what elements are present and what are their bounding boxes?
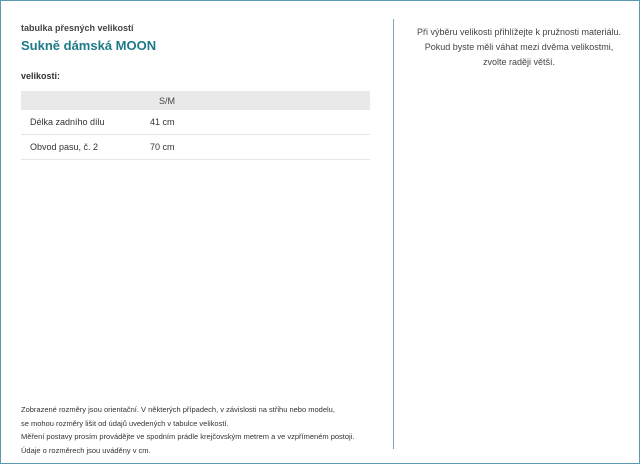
column-divider	[393, 19, 394, 449]
page-subtitle: tabulka přesných velikostí	[21, 23, 134, 33]
size-chart-header	[21, 23, 371, 81]
footer-line: Měření postavy prosím provádějte ve spodním prádle krejčovským metrem a ve vzpřímeném postoji.	[21, 432, 355, 441]
footer-line: Zobrazené rozměry jsou orientační. V některých případech, v závislosti na střihu nebo modelu,	[21, 405, 335, 414]
note-line: Při výběru velikosti přihlížejte k pružnosti materiálu.	[416, 27, 622, 37]
measure-name: Obvod pasu, č. 2	[21, 135, 150, 160]
table-row	[21, 135, 370, 160]
footer-line: se mohou rozměry lišit od údajů uvedených v tabulce velikostí.	[21, 418, 229, 428]
measure-value: 70 cm	[150, 135, 370, 160]
size-table-header-row	[21, 91, 370, 110]
footer-line: Údaje o rozměrech jsou uváděny v cm.	[21, 445, 151, 455]
measure-name: Délka zadního dílu	[21, 110, 150, 135]
disclaimer-footer	[21, 403, 381, 457]
size-table-header-size: S/M	[150, 91, 370, 110]
note-line: Pokud byste měli váhat mezi dvěma velikostmi,	[424, 42, 614, 52]
table-row	[21, 110, 370, 135]
size-table	[21, 91, 370, 160]
sizes-label: velikosti:	[21, 71, 61, 81]
note-line: zvolte raději větší.	[482, 57, 556, 67]
page-title: Sukně dámská MOON	[21, 38, 157, 53]
measure-value: 41 cm	[150, 110, 370, 135]
size-advice-note	[401, 25, 637, 70]
size-table-header-measure	[21, 91, 150, 110]
